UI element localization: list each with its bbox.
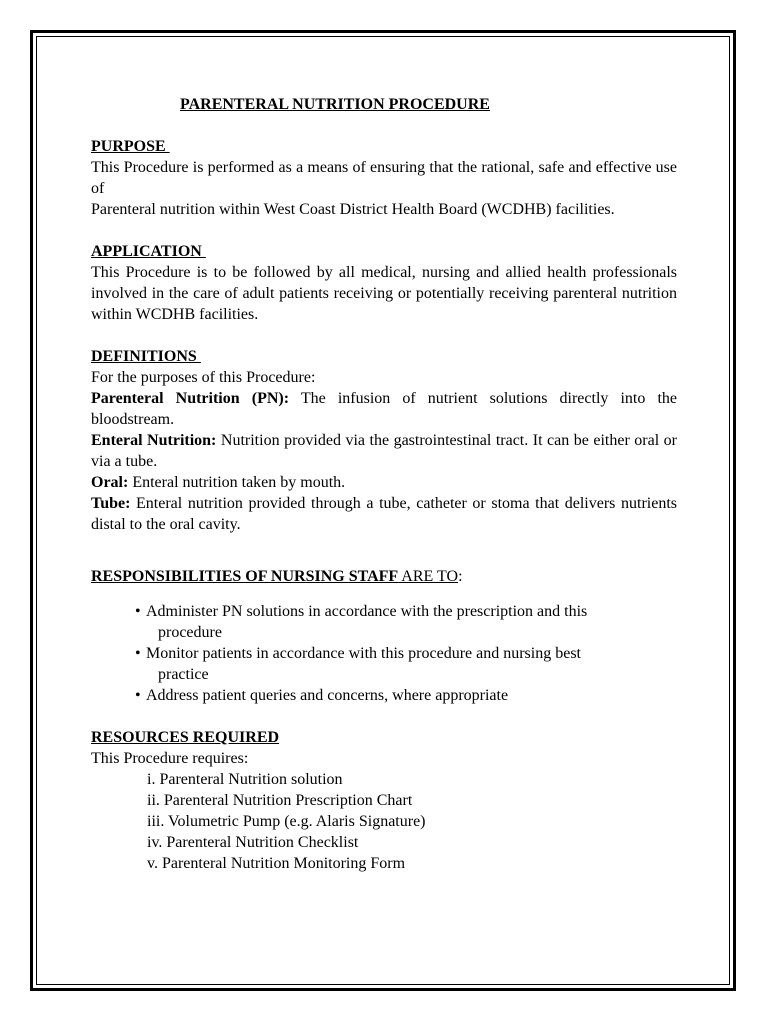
resources-section xyxy=(91,727,677,874)
list-item: i. Parenteral Nutrition solution xyxy=(147,771,343,788)
definition-text: Enteral nutrition taken by mouth. xyxy=(128,474,346,491)
definitions-intro: For the purposes of this Procedure: xyxy=(91,369,316,386)
document-body xyxy=(91,94,677,874)
definition-item xyxy=(91,388,677,430)
application-section xyxy=(91,241,677,325)
application-heading: APPLICATION xyxy=(91,243,206,260)
definition-text: Enteral nutrition provided through a tube, catheter or stoma that delivers nutrients distal to the oral cavity. xyxy=(91,495,677,533)
resources-list xyxy=(91,769,677,874)
purpose-text-continued: Parenteral nutrition within West Coast District Health Board (WCDHB) facilities. xyxy=(91,201,615,218)
definitions-heading: DEFINITIONS xyxy=(91,348,201,365)
definition-item xyxy=(91,472,677,493)
responsibilities-heading-plain: ARE TO xyxy=(398,568,459,585)
responsibilities-heading-bold: RESPONSIBILITIES OF NURSING STAFF xyxy=(91,568,399,585)
definition-item xyxy=(91,430,677,472)
list-item: • Address patient queries and concerns, where appropriate xyxy=(135,685,636,706)
list-item: • Administer PN solutions in accordance with the prescription and this procedure xyxy=(135,601,636,643)
purpose-text: This Procedure is performed as a means of ensuring that the rational, safe and effective use of xyxy=(91,159,677,197)
list-item: • Monitor patients in accordance with this procedure and nursing best practice xyxy=(135,643,636,685)
responsibilities-heading xyxy=(91,566,677,587)
definition-term: Parenteral Nutrition (PN): xyxy=(91,390,290,407)
definition-item xyxy=(91,493,677,535)
definition-term: Oral: xyxy=(91,474,129,491)
definition-term: Enteral Nutrition: xyxy=(91,432,217,449)
responsibilities-section xyxy=(91,566,677,706)
purpose-section xyxy=(91,136,677,220)
list-item: iii. Volumetric Pump (e.g. Alaris Signature) xyxy=(147,813,426,830)
document-title: PARENTERAL NUTRITION PROCEDURE xyxy=(180,96,490,113)
definition-text: The infusion of nutrient solutions directly into the bloodstream. xyxy=(91,390,678,428)
responsibilities-heading-colon: : xyxy=(458,568,463,585)
definition-term: Tube: xyxy=(91,495,131,512)
definition-text: Nutrition provided via the gastrointestinal tract. It can be either oral or via a tube. xyxy=(91,432,678,470)
definitions-section xyxy=(91,346,677,535)
application-text: This Procedure is to be followed by all medical, nursing and allied health professionals involved in the care of adult patients receiving or potentially receiving parenteral nutrition within WCDHB facilities. xyxy=(91,264,677,323)
list-item: ii. Parenteral Nutrition Prescription Chart xyxy=(147,792,413,809)
responsibilities-list xyxy=(91,601,677,706)
resources-intro: This Procedure requires: xyxy=(91,750,249,767)
list-item: iv. Parenteral Nutrition Checklist xyxy=(147,834,359,851)
list-item: v. Parenteral Nutrition Monitoring Form xyxy=(147,855,406,872)
resources-heading: RESOURCES REQUIRED xyxy=(91,729,280,746)
purpose-heading: PURPOSE xyxy=(91,138,170,155)
